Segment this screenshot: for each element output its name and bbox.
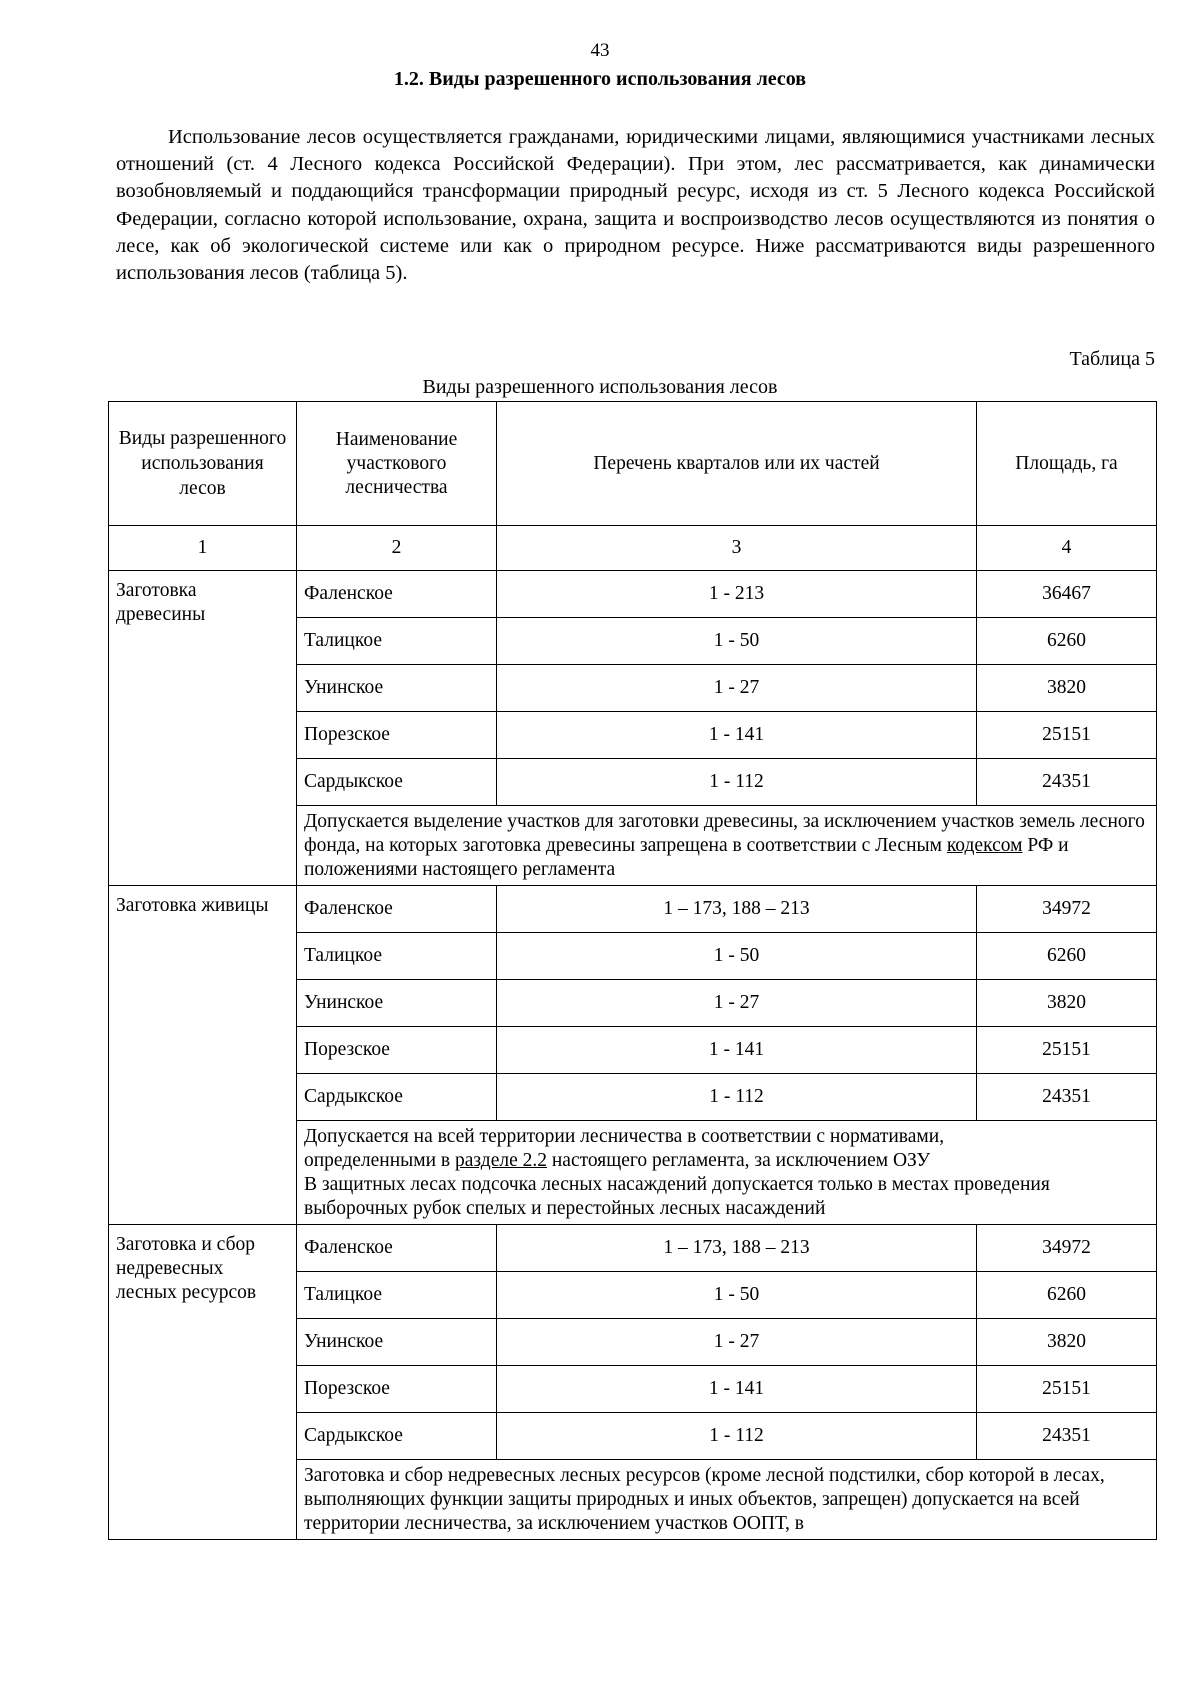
column-number: 2 xyxy=(297,526,497,571)
note-text: В защитных лесах подсочка лесных насаждений допускается только в местах проведения выборочных рубок спелых и перестойных лесных насаждений xyxy=(304,1174,1050,1219)
use-type-cell: Заготовка древесины xyxy=(109,571,297,886)
section-title: 1.2. Виды разрешенного использования лесов xyxy=(393,68,807,90)
forestry-name: Фаленское xyxy=(297,886,497,933)
note-text: настоящего регламента, за исключением ОЗУ xyxy=(546,1150,931,1171)
section-link[interactable]: разделе 2.2 xyxy=(455,1150,547,1171)
forestry-name: Унинское xyxy=(297,665,497,712)
permitted-use-table xyxy=(108,401,1157,1540)
area: 3820 xyxy=(977,980,1157,1027)
header-cell: Наименование участкового лесничества xyxy=(297,402,497,526)
page-number: 43 xyxy=(590,40,610,61)
area: 6260 xyxy=(977,933,1157,980)
forestry-name: Порезское xyxy=(297,712,497,759)
quarters: 1 - 50 xyxy=(497,1272,977,1319)
column-number-row xyxy=(109,526,1157,571)
forestry-name: Сардыкское xyxy=(297,759,497,806)
use-type-cell: Заготовка живицы xyxy=(109,886,297,1225)
quarters: 1 - 141 xyxy=(497,1366,977,1413)
note-text: Допускается выделение участков для заготовки древесины, за исключением участков земель лесного фонда, на которых заготовка древесины запрещена в соответствии с Лесным xyxy=(304,811,1145,856)
quarters: 1 - 141 xyxy=(497,1027,977,1074)
note-cell xyxy=(297,1121,1157,1225)
intro-paragraph: Использование лесов осуществляется гражданами, юридическими лицами, являющимися участниками лесных отношений (ст. 4 Лесного кодекса Российской Федерации). При этом, лес рассматривается, как динамически возобновляемый и поддающийся трансформации природный ресурс, исходя из ст. 5 Лесного кодекса Российской Федерации, согласно которой использование, охрана, защита и воспроизводство лесов осуществляются из понятия о лесе, как об экологической системе или как о природном ресурсе. Ниже рассматриваются виды разрешенного использования лесов (таблица 5). xyxy=(116,126,1155,285)
area: 25151 xyxy=(977,712,1157,759)
note-text: Заготовка и сбор недревесных лесных ресурсов (кроме лесной подстилки, сбор которой в лесах, выполняющих функции защиты природных и иных объектов, запрещен) допускается на всей территории лесничества, за исключением участков ООПТ, в xyxy=(304,1465,1105,1534)
quarters: 1 - 27 xyxy=(497,980,977,1027)
quarters: 1 – 173, 188 – 213 xyxy=(497,1225,977,1272)
table-header-row xyxy=(109,402,1157,526)
header-cell: Виды разрешенного использования лесов xyxy=(109,402,297,526)
quarters: 1 - 213 xyxy=(497,571,977,618)
forestry-name: Сардыкское xyxy=(297,1413,497,1460)
table-label: Таблица 5 xyxy=(1069,348,1155,370)
forestry-name: Талицкое xyxy=(297,1272,497,1319)
area: 25151 xyxy=(977,1027,1157,1074)
area: 34972 xyxy=(977,886,1157,933)
forestry-name: Порезское xyxy=(297,1366,497,1413)
area: 3820 xyxy=(977,665,1157,712)
column-number: 1 xyxy=(109,526,297,571)
area: 6260 xyxy=(977,618,1157,665)
note-text: определенными в xyxy=(304,1150,456,1171)
table-row xyxy=(109,886,1157,933)
forestry-name: Порезское xyxy=(297,1027,497,1074)
quarters: 1 - 112 xyxy=(497,1413,977,1460)
quarters: 1 - 141 xyxy=(497,712,977,759)
forestry-name: Фаленское xyxy=(297,1225,497,1272)
column-number: 3 xyxy=(497,526,977,571)
quarters: 1 - 112 xyxy=(497,759,977,806)
column-number: 4 xyxy=(977,526,1157,571)
quarters: 1 - 112 xyxy=(497,1074,977,1121)
note-text: РФ и положениями настоящего регламента xyxy=(304,835,1069,880)
forestry-name: Унинское xyxy=(297,980,497,1027)
quarters: 1 - 27 xyxy=(497,665,977,712)
quarters: 1 - 50 xyxy=(497,618,977,665)
note-text: Допускается на всей территории лесничества в соответствии с нормативами, xyxy=(304,1126,945,1147)
forestry-name: Фаленское xyxy=(297,571,497,618)
note-cell xyxy=(297,806,1157,886)
header-cell: Площадь, га xyxy=(977,402,1157,526)
area: 24351 xyxy=(977,1074,1157,1121)
table-caption: Виды разрешенного использования лесов xyxy=(422,376,778,398)
table-row xyxy=(109,571,1157,618)
note-cell xyxy=(297,1460,1157,1540)
area: 34972 xyxy=(977,1225,1157,1272)
area: 6260 xyxy=(977,1272,1157,1319)
table-row xyxy=(109,1225,1157,1272)
forestry-name: Сардыкское xyxy=(297,1074,497,1121)
area: 36467 xyxy=(977,571,1157,618)
area: 24351 xyxy=(977,759,1157,806)
use-type-cell: Заготовка и сбор недревесных лесных ресурсов xyxy=(109,1225,297,1540)
quarters: 1 - 50 xyxy=(497,933,977,980)
quarters: 1 – 173, 188 – 213 xyxy=(497,886,977,933)
codex-link[interactable]: кодексом xyxy=(946,835,1023,856)
header-cell: Перечень кварталов или их частей xyxy=(497,402,977,526)
forestry-name: Унинское xyxy=(297,1319,497,1366)
area: 25151 xyxy=(977,1366,1157,1413)
forestry-name: Талицкое xyxy=(297,618,497,665)
quarters: 1 - 27 xyxy=(497,1319,977,1366)
forestry-name: Талицкое xyxy=(297,933,497,980)
area: 24351 xyxy=(977,1413,1157,1460)
area: 3820 xyxy=(977,1319,1157,1366)
